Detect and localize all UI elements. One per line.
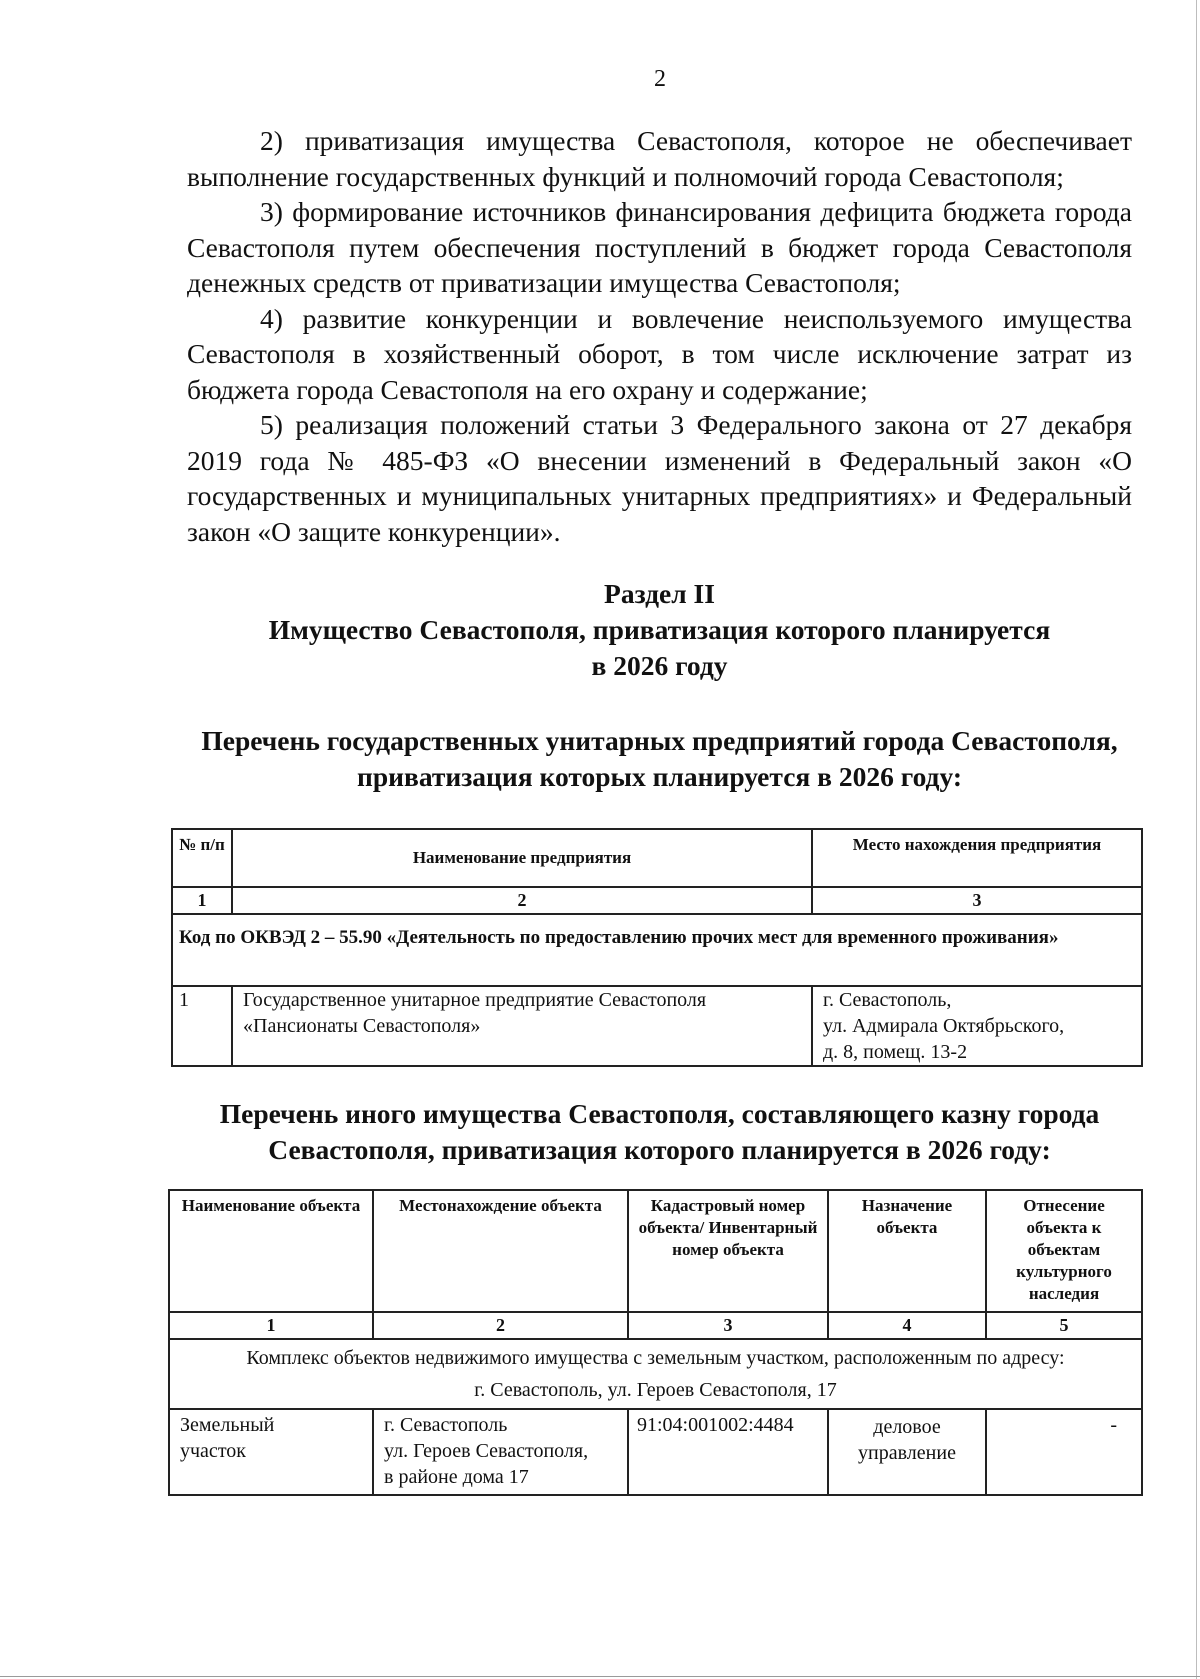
column-number: 3 [812, 887, 1142, 914]
object-name: Земельный участок [169, 1409, 373, 1495]
enterprises-heading-line1: Перечень государственных унитарных предприятий города Севастополя, [201, 725, 1118, 756]
column-number: 3 [628, 1312, 828, 1339]
page-number: 2 [654, 66, 666, 92]
section-title-line2: в 2026 году [591, 650, 728, 681]
property-table [168, 1189, 1143, 1496]
okved-group-text: Код по ОКВЭД 2 – 55.90 «Деятельность по предоставлению прочих мест для временного проживания» [172, 914, 1142, 986]
enterprises-heading-line2: приватизация которых планируется в 2026 году: [357, 761, 962, 792]
property-heading-line2: Севастополя, приватизация которого планируется в 2026 году: [268, 1134, 1051, 1165]
object-location: г. Севастополь ул. Героев Севастополя, в районе дома 17 [373, 1409, 628, 1495]
enterprises-heading [187, 723, 1132, 795]
header-num: № п/п [172, 829, 232, 887]
property-group-text: Комплекс объектов недвижимого имущества с земельным участком, расположенным по адресу: г. Севастополь, ул. Героев Севастополя, 17 [169, 1339, 1142, 1409]
header-object-location: Местонахождение объекта [373, 1190, 628, 1312]
header-cadastral-number: Кадастровый номер объекта/ Инвентарный номер объекта [628, 1190, 828, 1312]
okved-group-row [172, 914, 1142, 986]
table-header-row [169, 1190, 1142, 1312]
column-number-row [169, 1312, 1142, 1339]
section-number: Раздел II [604, 578, 715, 609]
column-number: 2 [373, 1312, 628, 1339]
table-row [172, 986, 1142, 1066]
column-number: 1 [169, 1312, 373, 1339]
paragraph-item-2: 2) приватизация имущества Севастополя, которое не обеспечивает выполнение государственных функций и полномочий города Севастополя; [187, 125, 1132, 192]
enterprise-address: г. Севастополь, ул. Адмирала Октябрьского, д. 8, помещ. 13-2 [812, 986, 1142, 1066]
enterprises-table [171, 828, 1143, 1067]
section-title-line1: Имущество Севастополя, приватизация которого планируется [268, 614, 1051, 645]
enterprise-name: Государственное унитарное предприятие Севастополя «Пансионаты Севастополя» [232, 986, 812, 1066]
header-object-name: Наименование объекта [169, 1190, 373, 1312]
column-number: 2 [232, 887, 812, 914]
section-heading [187, 576, 1132, 684]
property-group-row [169, 1339, 1142, 1409]
header-object-purpose: Назначение объекта [828, 1190, 986, 1312]
object-purpose: деловое управление [828, 1409, 986, 1495]
column-number: 5 [986, 1312, 1142, 1339]
enterprise-num: 1 [172, 986, 232, 1066]
object-cadastral-number: 91:04:001002:4484 [628, 1409, 828, 1495]
header-cultural-heritage: Отнесение объекта к объектам культурного наследия [986, 1190, 1142, 1312]
property-heading-line1: Перечень иного имущества Севастополя, составляющего казну города [219, 1098, 1100, 1129]
property-heading [187, 1096, 1132, 1168]
paragraph-item-5: 5) реализация положений статьи 3 Федерального закона от 27 декабря 2019 года № 485-ФЗ «О внесении изменений в Федеральный закон «О государственных и муниципальных унитарных предприятиях» и Федеральный закон «О защите конкуренции». [187, 409, 1132, 547]
column-number-row [172, 887, 1142, 914]
paragraph-item-4: 4) развитие конкуренции и вовлечение неиспользуемого имущества Севастополя в хозяйственный оборот, в том числе исключение затрат из бюджета города Севастополя на его охрану и содержание; [187, 302, 1132, 405]
paragraph-item-3: 3) формирование источников финансирования дефицита бюджета города Севастополя путем обеспечения поступлений в бюджет города Севастополя денежных средств от приватизации имущества Севастополя; [187, 196, 1132, 298]
column-number: 4 [828, 1312, 986, 1339]
body-text [187, 123, 1132, 549]
table-header-row [172, 829, 1142, 887]
header-enterprise-location: Место нахождения предприятия [812, 829, 1142, 887]
page-edge-bottom [0, 1676, 1200, 1677]
page-edge-right [1196, 0, 1197, 1679]
header-enterprise-name: Наименование предприятия [232, 829, 812, 887]
object-heritage: - [986, 1409, 1142, 1495]
table-row [169, 1409, 1142, 1495]
column-number: 1 [172, 887, 232, 914]
